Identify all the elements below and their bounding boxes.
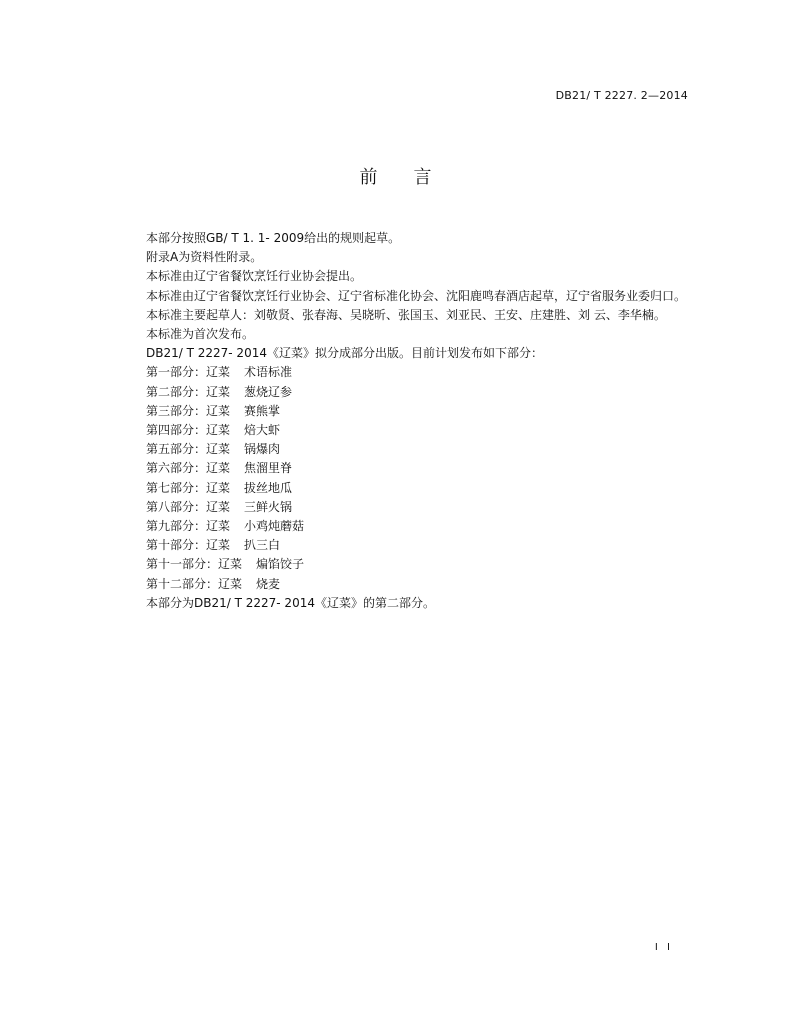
part-name: 术语标准 <box>244 365 293 380</box>
page-title <box>0 163 791 189</box>
part-name: 赛熊掌 <box>244 403 281 418</box>
paragraph: 本标准为首次发布。 <box>146 327 255 342</box>
list-item <box>121 402 691 421</box>
foreword-body <box>121 229 691 613</box>
part-label: 第二部分：辽菜 <box>146 384 231 399</box>
list-item <box>121 421 691 440</box>
list-item <box>121 536 691 555</box>
list-item <box>121 383 691 402</box>
list-item <box>121 459 691 478</box>
list-item <box>121 498 691 517</box>
part-name: 锅爆肉 <box>244 442 281 457</box>
part-label: 第三部分：辽菜 <box>146 403 231 418</box>
part-label: 第六部分：辽菜 <box>146 461 231 476</box>
part-name: 葱烧辽参 <box>244 384 293 399</box>
paragraph: 本标准主要起草人：刘敬贤、张春海、吴晓昕、张国玉、刘亚民、王安、庄建胜、刘 云、李华楠。 <box>146 307 666 322</box>
closing-paragraph: 本部分为DB21/ T 2227- 2014《辽菜》的第二部分。 <box>146 595 435 610</box>
part-name: 三鲜火锅 <box>244 499 293 514</box>
part-name: 焙大虾 <box>244 423 281 438</box>
part-label: 第一部分：辽菜 <box>146 365 231 380</box>
part-label: 第五部分：辽菜 <box>146 442 231 457</box>
part-label: 第七部分：辽菜 <box>146 480 231 495</box>
list-item <box>121 555 691 574</box>
list-item <box>121 575 691 594</box>
part-name: 煸馅饺子 <box>256 557 305 572</box>
list-item <box>121 440 691 459</box>
list-item <box>121 479 691 498</box>
part-label: 第十一部分：辽菜 <box>146 557 243 572</box>
paragraph: 本部分按照GB/ T 1. 1- 2009给出的规则起草。 <box>146 231 401 245</box>
list-item <box>121 517 691 536</box>
paragraph: 附录A为资料性附录。 <box>146 250 263 265</box>
title-char-1: 前 <box>359 167 378 188</box>
part-name: 小鸡炖蘑菇 <box>244 519 305 534</box>
part-label: 第八部分：辽菜 <box>146 499 231 514</box>
part-label: 第四部分：辽菜 <box>146 423 231 438</box>
parts-list <box>121 363 691 593</box>
document-code: DB21/ T 2227. 2—2014 <box>555 89 688 102</box>
title-char-2: 言 <box>413 167 432 188</box>
list-item <box>121 363 691 382</box>
paragraph: 本标准由辽宁省餐饮烹饪行业协会提出。 <box>146 269 363 284</box>
part-name: 烧麦 <box>256 576 281 591</box>
page-number: I I <box>654 942 673 953</box>
part-name: 拔丝地瓜 <box>244 480 293 495</box>
paragraph: 本标准由辽宁省餐饮烹饪行业协会、辽宁省标准化协会、沈阳鹿鸣春酒店起草，辽宁省服务业委归口。 <box>146 288 687 303</box>
part-name: 焦溜里脊 <box>244 461 293 476</box>
part-label: 第十部分：辽菜 <box>146 538 231 553</box>
paragraph: DB21/ T 2227- 2014《辽菜》拟分成部分出版。目前计划发布如下部分： <box>146 346 543 361</box>
part-label: 第十二部分：辽菜 <box>146 576 243 591</box>
part-label: 第九部分：辽菜 <box>146 519 231 534</box>
part-name: 扒三白 <box>244 538 281 553</box>
